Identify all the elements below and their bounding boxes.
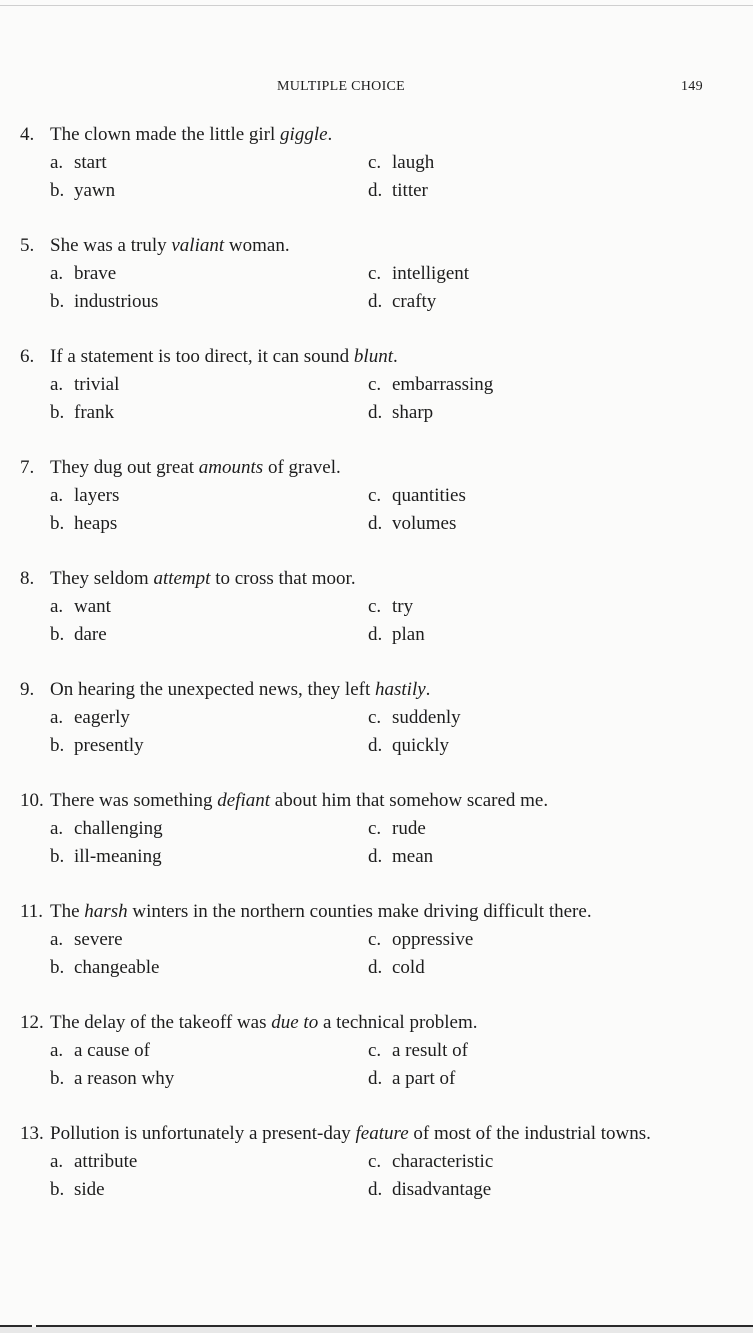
option-letter: c. — [368, 152, 382, 173]
option-text: cold — [392, 957, 425, 978]
answer-option — [50, 843, 368, 871]
option-letter: a. — [50, 485, 64, 506]
stem-after: woman. — [224, 235, 290, 256]
question-number: 4. — [20, 124, 35, 145]
option-letter: a. — [50, 818, 64, 839]
question-text — [50, 454, 730, 482]
option-letter: d. — [368, 1179, 383, 1200]
question-text — [50, 1120, 730, 1148]
option-letter: a. — [50, 1151, 64, 1172]
question-text — [50, 343, 730, 371]
answer-option — [368, 1037, 668, 1065]
answer-option — [368, 954, 668, 982]
answer-option — [50, 704, 368, 732]
option-letter: c. — [368, 263, 382, 284]
question-stem — [20, 343, 730, 371]
stem-before: There was something — [50, 790, 218, 811]
answer-option — [368, 1065, 668, 1093]
question-item — [20, 1120, 730, 1204]
question-stem — [20, 1009, 730, 1037]
target-word: valiant — [171, 235, 225, 256]
option-text: brave — [74, 263, 117, 284]
answer-option — [50, 1176, 368, 1204]
answer-option — [50, 371, 368, 399]
stem-before: If a statement is too direct, it can sound — [50, 346, 354, 367]
answer-options — [50, 926, 730, 982]
option-text: start — [74, 152, 107, 173]
answer-options — [50, 149, 730, 205]
option-letter: a. — [50, 596, 64, 617]
option-text: trivial — [74, 374, 120, 395]
option-letter: b. — [50, 735, 65, 756]
rule-gap — [32, 1325, 36, 1327]
answer-option — [50, 1148, 368, 1176]
option-letter: d. — [368, 402, 383, 423]
option-text: ill-meaning — [74, 846, 162, 867]
option-text: heaps — [74, 513, 118, 534]
option-letter: c. — [368, 1151, 382, 1172]
question-item — [20, 343, 730, 427]
answer-options — [50, 260, 730, 316]
option-letter: d. — [368, 735, 383, 756]
question-list — [20, 121, 730, 1231]
question-number: 11. — [20, 901, 44, 922]
answer-options — [50, 593, 730, 649]
page-number: 149 — [681, 79, 703, 94]
answer-option — [368, 482, 668, 510]
answer-options — [50, 704, 730, 760]
answer-option — [50, 926, 368, 954]
option-letter: a. — [50, 1040, 64, 1061]
option-letter: d. — [368, 624, 383, 645]
answer-option — [368, 288, 668, 316]
question-item — [20, 232, 730, 316]
answer-option — [50, 593, 368, 621]
option-letter: c. — [368, 374, 382, 395]
question-item — [20, 787, 730, 871]
stem-after: to cross that moor. — [210, 568, 356, 589]
option-letter: d. — [368, 291, 383, 312]
option-text: intelligent — [392, 263, 470, 284]
option-text: embarrassing — [392, 374, 494, 395]
option-letter: b. — [50, 180, 65, 201]
answer-option — [50, 510, 368, 538]
question-number: 10. — [20, 790, 44, 811]
option-text: a result of — [392, 1040, 468, 1061]
answer-option — [50, 177, 368, 205]
stem-after: of most of the industrial towns. — [408, 1123, 651, 1144]
answer-options — [50, 1148, 730, 1204]
answer-option — [50, 482, 368, 510]
stem-before: The — [50, 901, 85, 922]
target-word: due to — [271, 1012, 319, 1033]
target-word: defiant — [217, 790, 271, 811]
stem-before: Pollution is unfortunately a present-day — [50, 1123, 356, 1144]
option-text: quickly — [392, 735, 449, 756]
option-letter: c. — [368, 1040, 382, 1061]
question-text — [50, 565, 730, 593]
answer-option — [50, 621, 368, 649]
option-text: try — [392, 596, 414, 617]
option-letter: b. — [50, 846, 65, 867]
option-text: presently — [74, 735, 144, 756]
option-letter: c. — [368, 707, 382, 728]
answer-option — [368, 1148, 668, 1176]
option-letter: d. — [368, 180, 383, 201]
option-text: volumes — [392, 513, 457, 534]
option-letter: d. — [368, 957, 383, 978]
option-letter: b. — [50, 291, 65, 312]
option-text: plan — [392, 624, 425, 645]
answer-options — [50, 482, 730, 538]
target-word: hastily — [375, 679, 426, 700]
question-item — [20, 565, 730, 649]
stem-before: The clown made the little girl — [50, 124, 281, 145]
question-item — [20, 1009, 730, 1093]
option-letter: a. — [50, 929, 64, 950]
answer-option — [50, 260, 368, 288]
stem-after: winters in the northern counties make driving difficult there. — [127, 901, 592, 922]
question-stem — [20, 565, 730, 593]
question-text — [50, 676, 730, 704]
option-letter: b. — [50, 1068, 65, 1089]
option-letter: b. — [50, 624, 65, 645]
question-stem — [20, 121, 730, 149]
answer-option — [50, 815, 368, 843]
question-number: 5. — [20, 235, 35, 256]
stem-after: . — [327, 124, 333, 145]
stem-after: about him that somehow scared me. — [270, 790, 549, 811]
option-letter: b. — [50, 513, 65, 534]
option-text: a cause of — [74, 1040, 150, 1061]
answer-option — [50, 149, 368, 177]
answer-option — [368, 621, 668, 649]
answer-option — [368, 260, 668, 288]
target-word: feature — [355, 1123, 409, 1144]
option-text: industrious — [74, 291, 159, 312]
option-letter: b. — [50, 1179, 65, 1200]
option-text: rude — [392, 818, 426, 839]
stem-before: She was a truly — [50, 235, 172, 256]
question-number: 7. — [20, 457, 35, 478]
question-item — [20, 898, 730, 982]
target-word: blunt — [353, 346, 393, 367]
option-letter: c. — [368, 485, 382, 506]
answer-option — [368, 1176, 668, 1204]
question-stem — [20, 676, 730, 704]
option-letter: a. — [50, 374, 64, 395]
question-stem — [20, 454, 730, 482]
question-number: 8. — [20, 568, 35, 589]
question-text — [50, 787, 730, 815]
question-text — [50, 1009, 730, 1037]
option-text: quantities — [392, 485, 466, 506]
bottom-edge-rule — [0, 1325, 753, 1333]
answer-option — [368, 593, 668, 621]
top-edge-rule — [0, 0, 753, 6]
answer-option — [50, 1065, 368, 1093]
target-word: harsh — [84, 901, 128, 922]
stem-before: On hearing the unexpected news, they left — [50, 679, 375, 700]
option-text: eagerly — [74, 707, 130, 728]
option-text: severe — [74, 929, 123, 950]
option-text: oppressive — [392, 929, 474, 950]
option-text: suddenly — [392, 707, 461, 728]
question-item — [20, 121, 730, 205]
answer-option — [368, 926, 668, 954]
answer-option — [50, 288, 368, 316]
option-letter: b. — [50, 402, 65, 423]
question-stem — [20, 1120, 730, 1148]
question-item — [20, 454, 730, 538]
answer-option — [368, 732, 668, 760]
question-text — [50, 232, 730, 260]
option-letter: b. — [50, 957, 65, 978]
option-text: want — [74, 596, 111, 617]
target-word: giggle — [280, 124, 328, 145]
option-text: laugh — [392, 152, 435, 173]
question-number: 13. — [20, 1123, 44, 1144]
option-text: a reason why — [74, 1068, 175, 1089]
question-stem — [20, 898, 730, 926]
option-letter: a. — [50, 707, 64, 728]
question-stem — [20, 787, 730, 815]
option-text: layers — [74, 485, 120, 506]
question-stem — [20, 232, 730, 260]
answer-option — [50, 954, 368, 982]
stem-before: The delay of the takeoff was — [50, 1012, 272, 1033]
stem-before: They seldom — [50, 568, 154, 589]
option-text: mean — [392, 846, 434, 867]
question-item — [20, 676, 730, 760]
target-word: attempt — [153, 568, 211, 589]
answer-option — [50, 1037, 368, 1065]
answer-option — [368, 149, 668, 177]
question-text — [50, 898, 730, 926]
option-letter: c. — [368, 929, 382, 950]
option-letter: d. — [368, 1068, 383, 1089]
option-text: sharp — [392, 402, 434, 423]
option-letter: d. — [368, 846, 383, 867]
option-text: side — [74, 1179, 105, 1200]
option-text: changeable — [74, 957, 160, 978]
question-number: 12. — [20, 1012, 44, 1033]
answer-options — [50, 1037, 730, 1093]
question-number: 6. — [20, 346, 35, 367]
option-text: challenging — [74, 818, 163, 839]
option-text: disadvantage — [392, 1179, 492, 1200]
target-word: amounts — [198, 457, 264, 478]
answer-option — [368, 177, 668, 205]
answer-option — [368, 510, 668, 538]
option-letter: a. — [50, 152, 64, 173]
answer-option — [368, 399, 668, 427]
option-text: crafty — [392, 291, 437, 312]
answer-options — [50, 371, 730, 427]
answer-option — [368, 371, 668, 399]
stem-after: of gravel. — [263, 457, 341, 478]
answer-option — [368, 815, 668, 843]
answer-options — [50, 815, 730, 871]
page-title: MULTIPLE CHOICE — [277, 79, 406, 94]
answer-option — [368, 704, 668, 732]
stem-before: They dug out great — [50, 457, 199, 478]
option-letter: d. — [368, 513, 383, 534]
answer-option — [50, 399, 368, 427]
stem-after: a technical problem. — [318, 1012, 478, 1033]
option-text: characteristic — [392, 1151, 494, 1172]
option-text: dare — [74, 624, 107, 645]
option-letter: c. — [368, 596, 382, 617]
option-letter: c. — [368, 818, 382, 839]
answer-option — [368, 843, 668, 871]
option-text: yawn — [74, 180, 116, 201]
question-text — [50, 121, 730, 149]
stem-after: . — [392, 346, 398, 367]
option-text: attribute — [74, 1151, 138, 1172]
answer-option — [50, 732, 368, 760]
option-letter: a. — [50, 263, 64, 284]
option-text: titter — [392, 180, 428, 201]
question-number: 9. — [20, 679, 35, 700]
stem-after: . — [425, 679, 431, 700]
option-text: frank — [74, 402, 115, 423]
option-text: a part of — [392, 1068, 456, 1089]
